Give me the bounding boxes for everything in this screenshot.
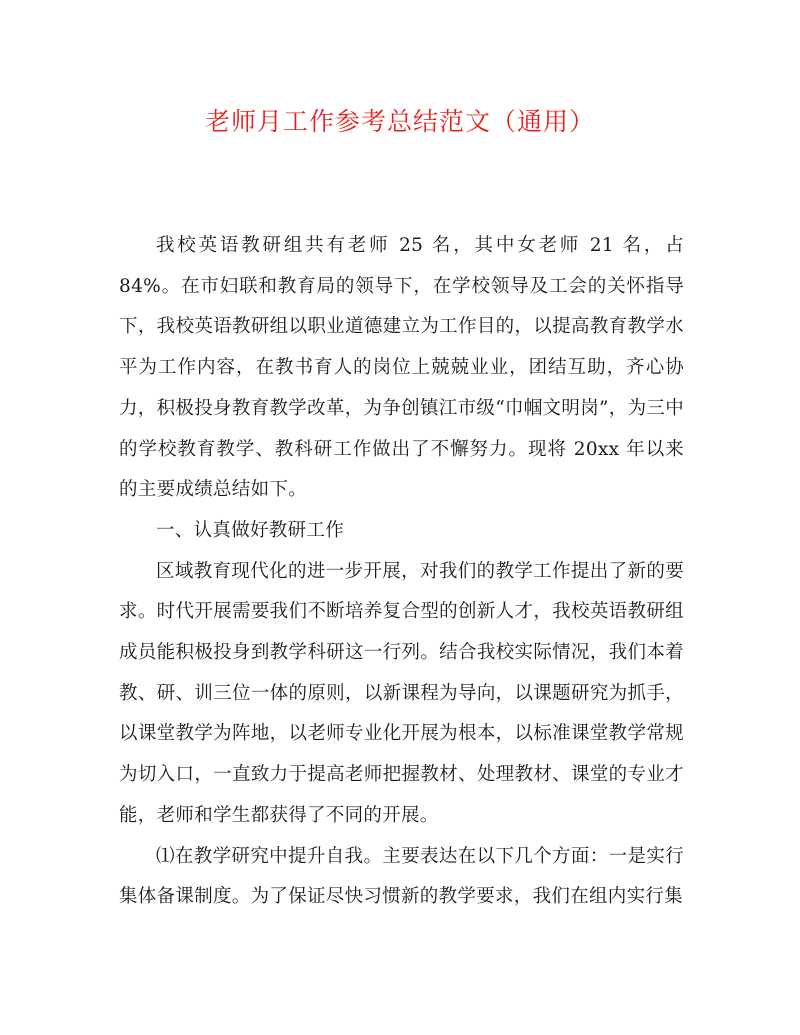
section-heading-teaching-research: 一、认真做好教研工作 xyxy=(156,519,345,541)
document-body xyxy=(119,226,684,918)
paragraph-intro: 我校英语教研组共有老师 25 名，其中女老师 21 名，占 84%。在市妇联和教育局的领导下，在学校领导及工会的关怀指导下，我校英语教研组以职业道德建立为工作目的，以提高教育教学水平为工作内容，在教书育人的岗位上兢兢业业，团结互助，齐心协力，积极投身教育教学改革，为争创镇江市级“巾帼文明岗”，为三中的学校教育教学、教科研工作做出了不懈努力。现将 20xx 年以来的主要成绩总结如下。 xyxy=(119,235,684,501)
paragraph-self-improvement: ⑴在教学研究中提升自我。主要表达在以下几个方面：一是实行集体备课制度。为了保证尽快习惯新的教学要求，我们在组内实行集 xyxy=(119,845,684,908)
document-title: 老师月工作参考总结范文（通用） xyxy=(204,107,595,136)
paragraph-education-modernization: 区域教育现代化的进一步开展，对我们的教学工作提出了新的要求。时代开展需要我们不断培养复合型的创新人才，我校英语教研组成员能积极投身到教学科研这一行列。结合我校实际情况，我们本着教、研、训三位一体的原则，以新课程为导向，以课题研究为抓手，以课堂教学为阵地，以老师专业化开展为根本，以标准课堂教学常规为切入口，一直致力于提高老师把握教材、处理教材、课堂的专业才能，老师和学生都获得了不同的开展。 xyxy=(119,560,684,826)
